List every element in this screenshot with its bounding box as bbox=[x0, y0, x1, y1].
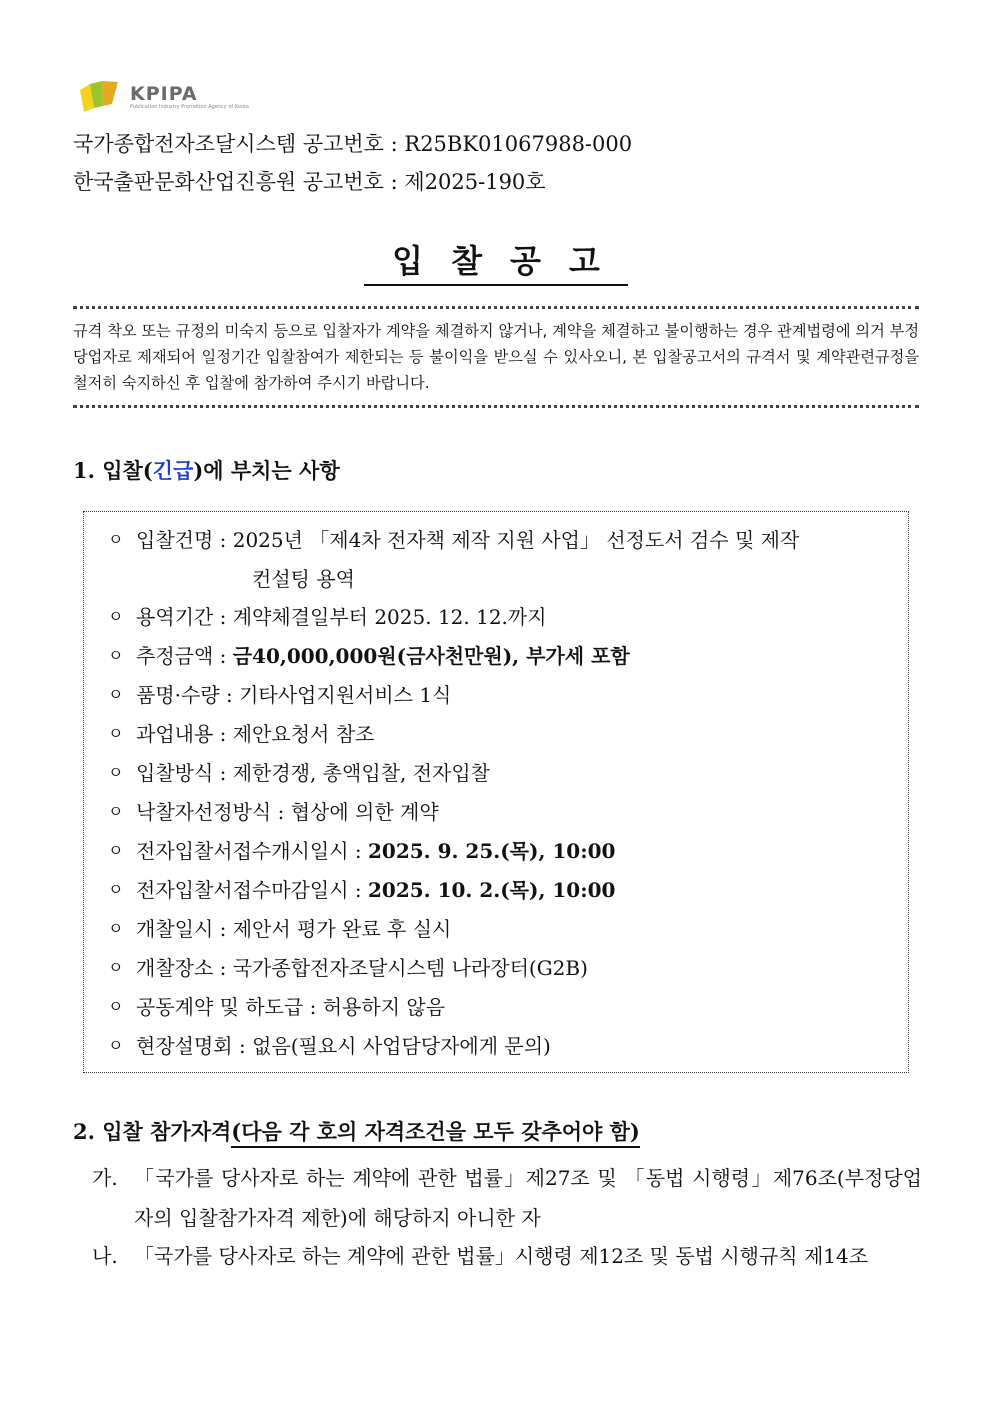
intro-warning-text: 규격 착오 또는 규정의 미숙지 등으로 입찰자가 계약을 체결하지 않거나, 계약을 체결하고 불이행하는 경우 관계법령에 의거 부정당업자로 제재되어 일정기간 입찰참여가 제한되는 등 불이익을 받으실 수 있사오니, 본 입찰공고서의 규격서 및 계약관련규정을 철저히 숙지하신 후 입찰에 참가하여 주시기 바랍니다. bbox=[73, 322, 919, 392]
divider-bottom bbox=[73, 405, 919, 408]
section-1-heading: 1. 입찰(긴급)에 부치는 사항 bbox=[73, 458, 340, 483]
kpipa-logo bbox=[78, 80, 249, 114]
logo-subtitle: Publication Industry Promotion Agency of Korea bbox=[130, 103, 249, 110]
section-2-heading: 2. 입찰 참가자격(다음 각 호의 자격조건을 모두 갖추어야 함) bbox=[73, 1117, 640, 1147]
divider-top bbox=[73, 306, 919, 309]
kpipa-logo-icon bbox=[78, 80, 124, 114]
logo-name: KPIPA bbox=[130, 82, 198, 105]
page-title: 입찰공고 bbox=[0, 240, 992, 282]
kpipa-notice-number: 한국출판문화산업진흥원 공고번호 : 제2025-190호 bbox=[73, 170, 546, 194]
g2b-notice-number: 국가종합전자조달시스템 공고번호 : R25BK01067988-000 bbox=[73, 132, 633, 156]
bid-details-box: ㅇ 입찰건명 : 2025년 「제4차 전자책 제작 지원 사업」 선정도서 검수 및 제작 컨설팅 용역 ㅇ 용역기간 : 계약체결일부터 2025. 12. 12.까지 ㅇ 추정금액 : 금40,000,000원(금사천만원), 부가세 포함 ㅇ 품명·수량 : 기타사업지원서비스 1식 ㅇ 과업내용 : 제안요청서 참조 ㅇ 입찰방식 : 제한경쟁, 총액입찰, 전자입찰 ㅇ 낙찰자선정방식 : 협상에 의한 계약 ㅇ 전자입찰서접수개시일시 : 2025. 9. 25.(목), 10:00 ㅇ 전자입찰서접수마감일시 : 2025. 10. 2.(목), 10:00 ㅇ 개찰일시 : 제안서 평가 완료 후 실시 ㅇ 개찰장소 : 국가종합전자조달시스템 나라장터(G2B) ㅇ 공동계약 및 하도급 : 허용하지 않음 ㅇ 현장설명회 : 없음(필요시 사업담당자에게 문의) bbox=[83, 511, 909, 1073]
